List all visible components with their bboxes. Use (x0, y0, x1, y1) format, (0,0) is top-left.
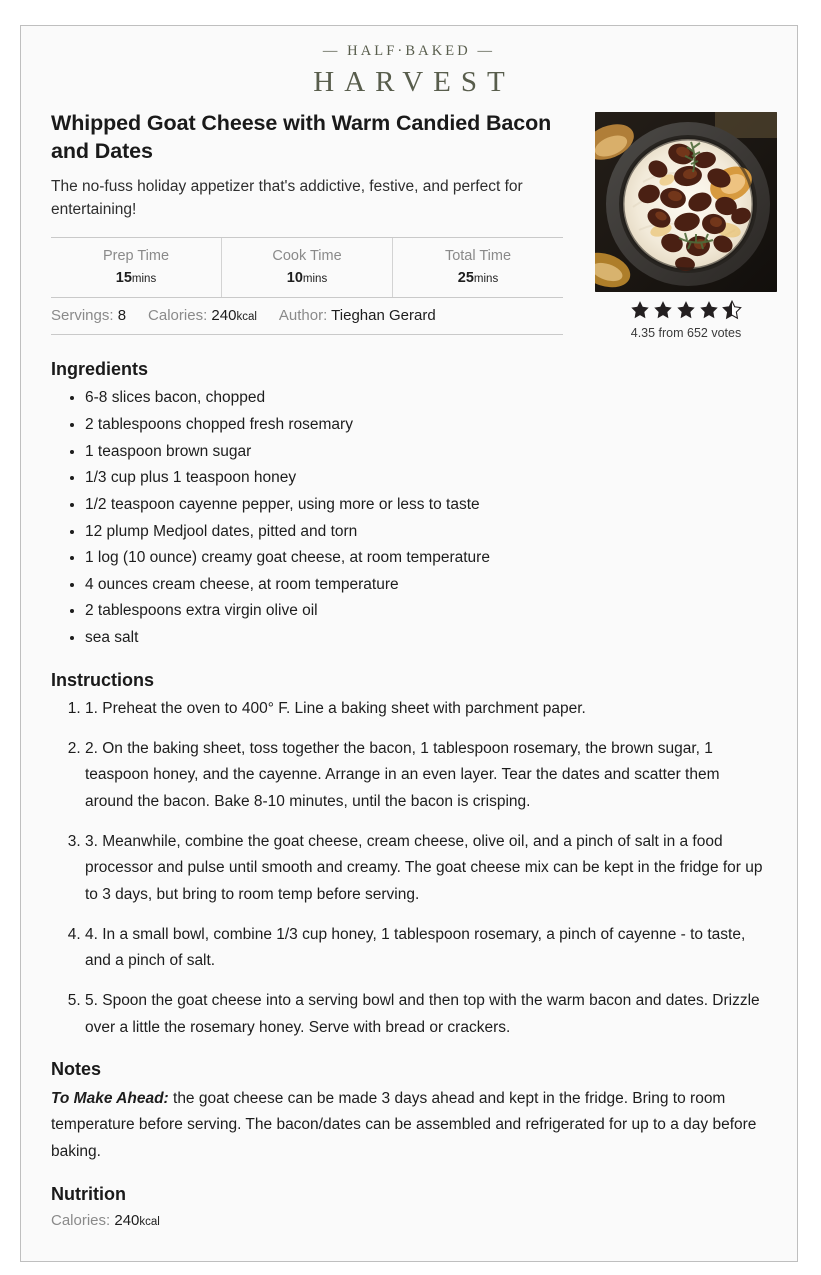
list-item[interactable]: 4. 4. In a small bowl, combine 1/3 cup honey, 1 tablespoon rosemary, a pinch of cayenne - to taste, and a pinch of salt. (85, 922, 763, 975)
list-item[interactable]: 5. 5. Spoon the goat cheese into a serving bowl and then top with the warm bacon and dates. Drizzle over a little the rosemary honey. Serve with bread or crackers. (85, 988, 763, 1041)
notes-lead-label: To Make Ahead: (51, 1089, 169, 1107)
calories-meta (148, 307, 257, 324)
rating-votes-text: 4.35 from 652 votes (630, 325, 742, 340)
nutrition-calories (51, 1210, 763, 1233)
total-time-unit: mins (473, 273, 499, 286)
author-meta (279, 307, 436, 324)
brand-header (21, 26, 797, 109)
total-time-label: Total Time (444, 247, 512, 264)
page-title: Whipped Goat Cheese with Warm Candied Bacon and Dates (51, 110, 552, 164)
instructions-heading: Instructions (51, 669, 155, 690)
servings-value: 8 (117, 307, 127, 325)
card-body (21, 109, 797, 1233)
list-item[interactable]: • 1 log (10 ounce) creamy goat cheese, at room temperature (85, 545, 763, 572)
nutrition-section (33, 1183, 777, 1233)
ingredients-list (51, 385, 763, 652)
servings-label: Servings: (51, 307, 114, 325)
instructions-section (33, 669, 777, 1042)
star-icon-3[interactable] (675, 299, 697, 321)
recipe-media-column (595, 109, 777, 341)
recipe-header-section (33, 109, 777, 341)
list-item[interactable]: • sea salt (85, 625, 763, 652)
list-item[interactable]: 2. 2. On the baking sheet, toss together the bacon, 1 tablespoon rosemary, the brown sugar, 1 teaspoon honey, and the cayenne. Arrange in an even layer. Tear the dates and scatter them around the bacon. Bake 8-10 minutes, until the bacon is crisping. (85, 736, 763, 816)
ingredients-heading: Ingredients (51, 358, 149, 379)
author-label: Author: (278, 307, 328, 325)
list-item[interactable]: • 1/3 cup plus 1 teaspoon honey (85, 465, 763, 492)
notes-body-text: the goat cheese can be made 3 days ahead and kept in the fridge. Bring to room temperature before serving. The bacon/dates can be assembled and refrigerated for up to a day before baking. (51, 1089, 757, 1161)
star-icon-2[interactable] (652, 299, 674, 321)
cook-time-unit: mins (302, 273, 328, 286)
calories-unit: kcal (236, 311, 257, 324)
list-item[interactable]: 1. 1. Preheat the oven to 400° F. Line a baking sheet with parchment paper. (85, 696, 763, 723)
list-item[interactable]: • 1/2 teaspoon cayenne pepper, using more or less to taste (85, 492, 763, 519)
calories-label: Calories: (148, 307, 208, 325)
list-item[interactable]: 3. 3. Meanwhile, combine the goat cheese, cream cheese, olive oil, and a pinch of salt in a food processor and pulse until smooth and creamy. The goat cheese mix can be kept in the fridge for up to 3 days, but bring to room temp before serving. (85, 829, 763, 909)
cook-time-label: Cook Time (272, 247, 342, 264)
star-rating[interactable] (595, 299, 777, 321)
nutrition-calories-value: 240 (114, 1212, 140, 1230)
brand-top-line: — HALF·BAKED — (322, 43, 496, 59)
author-value: Tieghan Gerard (331, 307, 436, 325)
total-time-value: 25 (457, 270, 474, 287)
list-item[interactable]: • 2 tablespoons chopped fresh rosemary (85, 412, 763, 439)
prep-time-block (51, 238, 221, 298)
prep-time-unit: mins (131, 273, 157, 286)
prep-time-value: 15 (115, 270, 132, 287)
list-item[interactable]: • 12 plump Medjool dates, pitted and torn (85, 519, 763, 546)
cook-time-block (221, 238, 392, 298)
recipe-summary: The no-fuss holiday appetizer that's addictive, festive, and perfect for entertaining! (51, 177, 523, 219)
star-icon-1[interactable] (629, 299, 651, 321)
ingredients-section (33, 358, 777, 652)
nutrition-calories-label: Calories: (51, 1212, 111, 1230)
recipe-card (20, 25, 798, 1262)
notes-heading: Notes (51, 1059, 102, 1080)
recipe-header-text (33, 109, 577, 335)
list-item[interactable]: • 4 ounces cream cheese, at room temperature (85, 572, 763, 599)
star-icon-4[interactable] (698, 299, 720, 321)
total-time-block (392, 238, 563, 298)
notes-body (51, 1086, 763, 1166)
servings-meta (51, 307, 126, 324)
list-item[interactable]: • 2 tablespoons extra virgin olive oil (85, 598, 763, 625)
prep-time-label: Prep Time (102, 247, 170, 264)
nutrition-calories-unit: kcal (139, 1216, 160, 1229)
nutrition-heading: Nutrition (51, 1183, 126, 1204)
list-item[interactable]: • 1 teaspoon brown sugar (85, 439, 763, 466)
recipe-photo (595, 112, 777, 292)
cook-time-value: 10 (286, 270, 303, 287)
recipe-photo-illustration (595, 112, 777, 292)
notes-section (33, 1058, 777, 1165)
star-half-icon-5[interactable] (721, 299, 743, 321)
calories-value: 240 (211, 307, 237, 325)
rating-block (595, 292, 777, 341)
instructions-list (51, 696, 763, 1041)
recipe-meta-row (51, 298, 563, 335)
brand-main-line: HARVEST (313, 65, 515, 98)
recipe-times (51, 237, 563, 299)
list-item[interactable]: • 6-8 slices bacon, chopped (85, 385, 763, 412)
